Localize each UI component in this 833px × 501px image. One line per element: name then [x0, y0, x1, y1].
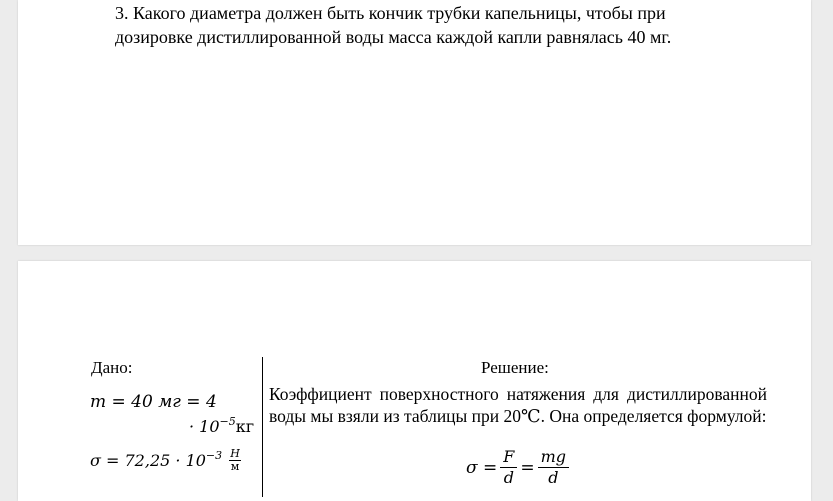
formula-equals: =	[520, 457, 535, 478]
formula-fraction-2-num: mg	[538, 447, 569, 468]
problem-line-2: дозировке дистиллированной воды масса каждой капли равнялась 40 мг.	[115, 27, 672, 47]
formula-fraction-1	[500, 447, 517, 488]
formula-lhs: σ =	[466, 457, 498, 478]
document-page-2	[18, 261, 811, 501]
given-mass-power-base: · 10	[189, 417, 220, 436]
given-sigma	[90, 449, 241, 474]
given-sigma-value: σ = 72,25 · 10	[90, 451, 206, 470]
given-mass-line-2	[189, 416, 254, 440]
formula-fraction-1-num: F	[500, 447, 517, 468]
given-sigma-unit-den: м	[230, 460, 240, 473]
column-divider	[262, 357, 263, 497]
formula-fraction-2-den: d	[548, 468, 559, 487]
given-sigma-exponent: −3	[205, 449, 223, 462]
given-heading: Дано:	[91, 358, 133, 377]
surface-tension-formula	[466, 447, 572, 488]
problem-statement	[115, 1, 755, 49]
formula-fraction-2	[538, 447, 569, 488]
solution-heading: Решение:	[481, 358, 549, 377]
given-mass-line-1: m = 40 мг = 4	[90, 392, 217, 412]
solution-text: Коэффициент поверхностного натяжения для дистиллированной воды мы взяли из таблицы при 20℃. Она определяется формулой:	[269, 384, 767, 426]
document-page-1	[18, 0, 811, 245]
problem-line-1: 3. Какого диаметра должен быть кончик трубки капельницы, чтобы при	[115, 3, 666, 23]
given-mass-unit: кг	[235, 417, 255, 436]
given-sigma-unit-num: Н	[230, 447, 240, 460]
formula-fraction-1-den: d	[503, 468, 514, 487]
given-sigma-unit	[229, 448, 241, 473]
given-mass-exponent: −5	[219, 415, 236, 428]
